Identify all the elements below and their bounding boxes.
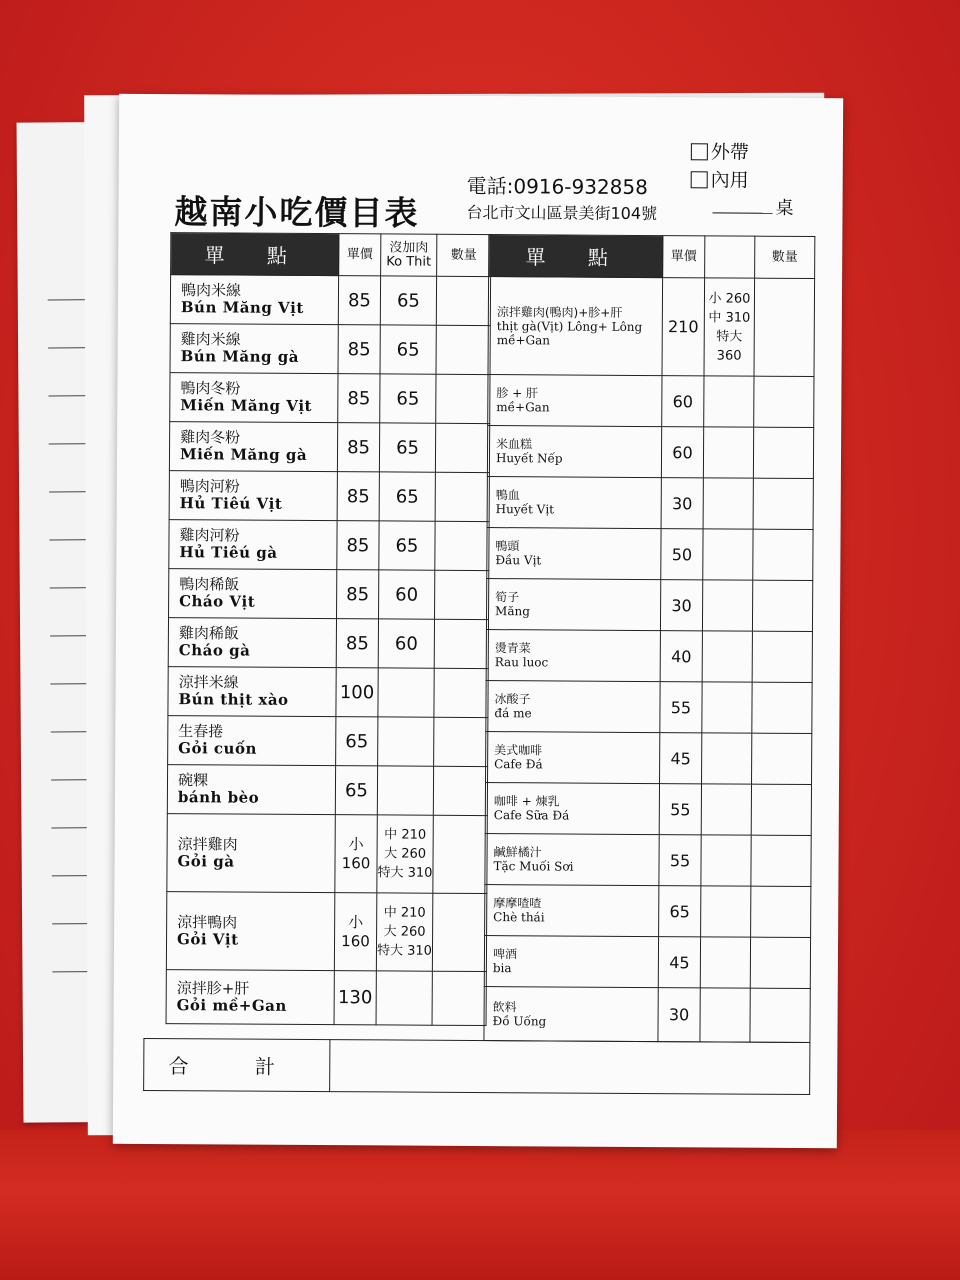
item-name-cell <box>167 814 335 893</box>
menu-sheet <box>113 94 843 1148</box>
quantity-cell[interactable] <box>434 717 488 766</box>
takeout-checkbox[interactable] <box>691 137 749 164</box>
total-amount-field[interactable] <box>330 1040 810 1095</box>
item-name-cell <box>486 681 660 733</box>
price-cell: 小 160 <box>334 893 376 971</box>
quantity-cell[interactable] <box>750 937 810 988</box>
left-menu-table <box>166 232 492 1026</box>
table-row <box>487 477 813 530</box>
table-row <box>170 373 490 424</box>
price-cell: 40 <box>660 631 702 682</box>
quantity-cell[interactable] <box>432 893 486 971</box>
quantity-cell[interactable] <box>436 374 490 423</box>
price-cell: 130 <box>334 971 376 1025</box>
item-name-zh: 美式咖啡 <box>494 743 543 758</box>
table-number-line <box>712 212 772 213</box>
item-name-cell <box>486 732 660 784</box>
size-price-cell <box>702 631 752 682</box>
table-row <box>166 892 486 972</box>
item-name-zh: 碗粿 <box>177 771 209 790</box>
nomeat-price-cell: 中 210 大 260 特大 310 <box>377 815 433 893</box>
price-cell: 65 <box>659 886 701 937</box>
size-price-cell: 小 260 中 310 特大360 <box>704 278 755 376</box>
item-name-zh: 鴨血 <box>495 488 520 503</box>
price-cell: 45 <box>660 733 702 784</box>
dine-in-label: 內用 <box>710 169 749 192</box>
table-number-label: 桌 <box>775 197 794 219</box>
item-name-cell <box>485 885 659 937</box>
table-row <box>486 630 812 683</box>
item-name-cell <box>169 569 337 619</box>
nomeat-price-cell: 65 <box>379 423 435 472</box>
col-price-header: 單價 <box>339 234 381 276</box>
size-price-cell <box>701 886 751 937</box>
item-name-vi: thịt gà(Vịt) Lông+ Lông mề+Gan <box>496 318 643 347</box>
item-name-zh: 摩摩喳喳 <box>493 896 542 911</box>
price-cell: 85 <box>338 374 380 423</box>
item-name-vi: Miến Măng gà <box>179 445 308 464</box>
item-name-vi: Cafe Đá <box>494 757 543 772</box>
quantity-cell[interactable] <box>436 276 490 325</box>
item-name-vi: bánh bèo <box>177 788 260 807</box>
item-name-vi: Cháo Vịt <box>179 592 256 611</box>
total-table <box>143 1038 810 1095</box>
nomeat-price-cell <box>376 971 432 1025</box>
item-name-cell <box>170 324 338 374</box>
item-name-zh: 飲料 <box>492 999 517 1014</box>
item-name-cell <box>486 630 660 682</box>
item-name-cell <box>169 422 337 472</box>
item-name-zh: 鴨肉稀飯 <box>179 575 240 594</box>
left-header-row <box>171 233 491 277</box>
table-row <box>170 324 490 375</box>
checkbox-icon <box>691 171 708 188</box>
item-name-vi: Đồ Uống <box>492 1013 547 1028</box>
menu-title: 越南小吃價目表 <box>174 192 420 233</box>
price-cell: 85 <box>337 570 379 619</box>
item-name-cell <box>487 426 661 478</box>
quantity-cell[interactable] <box>433 766 487 815</box>
quantity-cell[interactable] <box>752 580 812 631</box>
col-item-header: 單 點 <box>489 235 663 278</box>
price-cell: 小 160 <box>335 815 377 893</box>
right-menu-table <box>483 234 815 1043</box>
size-price-cell <box>702 580 752 631</box>
table-row <box>487 528 813 581</box>
table-row <box>167 814 487 894</box>
price-cell: 85 <box>338 325 380 374</box>
item-name-cell <box>485 783 659 835</box>
price-cell: 55 <box>659 835 701 886</box>
price-cell: 60 <box>662 376 704 427</box>
item-name-zh: 雞肉冬粉 <box>180 428 241 447</box>
table-row <box>487 426 813 479</box>
table-row <box>169 520 489 571</box>
item-name-cell <box>486 579 660 631</box>
item-name-cell <box>167 765 335 815</box>
quantity-cell[interactable] <box>751 835 811 886</box>
table-row <box>169 422 489 473</box>
item-name-zh: 米血糕 <box>496 437 533 452</box>
price-cell: 100 <box>336 668 378 717</box>
tray-edge <box>0 1130 960 1280</box>
item-name-cell <box>168 716 336 766</box>
address: 台北市文山區景美街104號 <box>466 202 658 224</box>
item-name-zh: 冰酸子 <box>494 692 531 707</box>
item-name-zh: 雞肉米線 <box>180 330 241 349</box>
item-name-cell <box>168 667 336 717</box>
item-name-zh: 鹹鮮橘汁 <box>493 845 542 860</box>
checkbox-icon <box>691 143 708 160</box>
item-name-cell <box>166 892 334 971</box>
quantity-cell[interactable] <box>435 521 489 570</box>
item-name-cell <box>170 373 338 423</box>
item-name-vi: Hủ Tiêú gà <box>179 543 278 562</box>
table-row <box>488 277 815 377</box>
item-name-vi: Măng <box>495 604 530 619</box>
quantity-cell[interactable] <box>753 427 813 478</box>
item-name-cell <box>166 970 334 1025</box>
total-row <box>144 1038 810 1094</box>
item-name-cell <box>484 987 658 1042</box>
item-name-vi: Miến Măng Vịt <box>180 396 313 415</box>
price-cell: 50 <box>661 529 703 580</box>
size-price-cell <box>702 733 752 784</box>
size-price-cell <box>702 682 752 733</box>
table-row <box>168 667 488 718</box>
item-name-vi: Huyết Nếp <box>495 451 563 466</box>
item-name-cell <box>487 528 661 580</box>
price-cell: 65 <box>335 766 377 815</box>
col-price-header: 單價 <box>663 236 705 278</box>
item-name-cell <box>487 477 661 529</box>
quantity-cell[interactable] <box>750 988 810 1042</box>
item-name-zh: 涼拌鴨肉 <box>177 912 238 932</box>
item-name-vi: Bún Măng gà <box>180 347 300 366</box>
table-row <box>484 936 810 989</box>
item-name-cell <box>168 618 336 668</box>
item-name-vi: Gỏi cuốn <box>178 739 257 758</box>
phone-number: 電話:0916-932858 <box>466 173 648 200</box>
table-row <box>168 716 488 767</box>
item-name-cell <box>488 277 663 376</box>
quantity-cell[interactable] <box>753 529 813 580</box>
item-name-vi: bia <box>492 961 512 976</box>
quantity-cell[interactable] <box>436 325 490 374</box>
size-price-cell <box>701 835 751 886</box>
col-nomeat-header: 沒加肉 Ko Thit <box>381 234 437 276</box>
table-row <box>486 681 812 734</box>
item-name-zh: 涼拌雞肉 <box>177 834 238 854</box>
size-price-cell <box>704 376 754 427</box>
item-name-vi: Bún Măng Vịt <box>180 298 304 317</box>
quantity-cell[interactable] <box>434 668 488 717</box>
table-number-field[interactable] <box>712 193 793 219</box>
quantity-cell[interactable] <box>754 278 815 376</box>
item-name-cell <box>484 936 658 988</box>
total-label: 合 計 <box>144 1038 330 1091</box>
quantity-cell[interactable] <box>435 423 489 472</box>
item-name-vi: Cafe Sữa Đá <box>493 808 570 823</box>
table-row <box>167 765 487 816</box>
takeout-label: 外帶 <box>710 141 749 164</box>
item-name-zh: 雞肉河粉 <box>179 526 240 545</box>
table-row <box>169 471 489 522</box>
item-name-cell <box>488 375 662 427</box>
quantity-cell[interactable] <box>751 886 811 937</box>
table-row <box>168 618 488 669</box>
size-price-cell <box>703 478 753 529</box>
item-name-vi: Hủ Tiêú Vịt <box>179 494 283 513</box>
col-qty-header: 數量 <box>437 234 491 276</box>
nomeat-price-cell: 60 <box>378 619 434 668</box>
item-name-zh: 燙青菜 <box>494 641 531 656</box>
col-item-header: 單 點 <box>171 233 339 276</box>
table-row <box>486 732 812 785</box>
nomeat-price-cell: 60 <box>379 570 435 619</box>
item-name-cell <box>169 520 337 570</box>
quantity-cell[interactable] <box>435 570 489 619</box>
item-name-vi: Chè thái <box>493 910 545 925</box>
item-name-zh: 筍子 <box>495 590 520 605</box>
item-name-vi: Rau luoc <box>494 655 549 670</box>
price-cell: 85 <box>337 423 379 472</box>
item-name-zh: 生春捲 <box>178 722 224 741</box>
price-cell: 65 <box>336 717 378 766</box>
nomeat-price-cell <box>377 766 433 815</box>
price-cell: 30 <box>660 580 702 631</box>
table-row <box>485 783 811 836</box>
price-cell: 55 <box>660 682 702 733</box>
item-name-cell <box>170 275 338 325</box>
item-name-zh: 涼拌雞肉(鴨肉)+胗+肝 <box>496 304 623 320</box>
item-name-vi: Gỏi mề+Gan <box>176 995 287 1015</box>
quantity-cell[interactable] <box>751 784 811 835</box>
item-name-zh: 鴨肉冬粉 <box>180 379 241 398</box>
item-name-vi: Huyết Vịt <box>495 502 555 517</box>
nomeat-price-cell: 65 <box>380 325 436 374</box>
col-qty-header: 數量 <box>755 236 815 278</box>
item-name-vi: đá me <box>494 706 532 721</box>
price-cell: 210 <box>662 278 705 376</box>
price-cell: 30 <box>658 988 700 1042</box>
item-name-zh: 鴨肉河粉 <box>179 477 240 496</box>
nomeat-price-cell: 65 <box>379 521 435 570</box>
quantity-cell[interactable] <box>752 682 812 733</box>
item-name-vi: Gỏi gà <box>177 851 235 871</box>
size-price-cell <box>701 784 751 835</box>
item-name-cell <box>485 834 659 886</box>
price-cell: 85 <box>337 472 379 521</box>
nomeat-price-cell: 65 <box>379 472 435 521</box>
col-size-header <box>705 236 755 278</box>
item-name-vi: Cháo gà <box>178 641 251 660</box>
nomeat-price-cell: 65 <box>380 374 436 423</box>
quantity-cell[interactable] <box>432 971 486 1025</box>
size-price-cell <box>703 427 753 478</box>
price-cell: 55 <box>659 784 701 835</box>
item-name-zh: 雞肉稀飯 <box>178 624 239 643</box>
quantity-cell[interactable] <box>752 733 812 784</box>
table-row <box>488 375 814 428</box>
nomeat-price-cell: 65 <box>380 276 436 325</box>
quantity-cell[interactable] <box>753 478 813 529</box>
item-name-zh: 涼拌胗+肝 <box>176 978 250 998</box>
item-name-zh: 鴨肉米線 <box>180 281 242 300</box>
item-name-vi: Bún thịt xào <box>178 690 289 709</box>
item-name-zh: 涼拌米線 <box>178 673 239 692</box>
nomeat-price-cell: 中 210 大 260 特大 310 <box>376 893 432 971</box>
price-cell: 30 <box>661 478 703 529</box>
price-cell: 60 <box>661 427 703 478</box>
item-name-zh: 胗 + 肝 <box>496 386 539 401</box>
item-name-vi: Đầu Vịt <box>495 553 542 568</box>
price-cell: 85 <box>338 276 380 325</box>
price-cell: 85 <box>336 619 378 668</box>
item-name-zh: 咖啡 + 煉乳 <box>493 794 560 809</box>
table-row <box>486 579 812 632</box>
size-price-cell <box>700 988 750 1042</box>
price-cell: 85 <box>337 521 379 570</box>
table-row <box>485 885 811 938</box>
nomeat-price-cell <box>378 717 434 766</box>
quantity-cell[interactable] <box>754 376 814 427</box>
table-row <box>485 834 811 887</box>
size-price-cell <box>703 529 753 580</box>
dine-in-checkbox[interactable] <box>691 165 749 192</box>
item-name-vi: mề+Gan <box>496 400 550 415</box>
item-name-zh: 啤酒 <box>492 947 518 962</box>
table-row <box>166 970 486 1026</box>
item-name-vi: Gỏi Vịt <box>176 929 239 949</box>
right-header-row <box>489 235 815 279</box>
table-row <box>169 569 489 620</box>
quantity-cell[interactable] <box>435 472 489 521</box>
table-row <box>170 275 490 326</box>
item-name-cell <box>169 471 337 521</box>
size-price-cell <box>700 937 750 988</box>
quantity-cell[interactable] <box>434 619 488 668</box>
table-row <box>484 987 810 1043</box>
nomeat-price-cell <box>378 668 434 717</box>
item-name-vi: Tặc Muối Sơi <box>493 859 574 874</box>
item-name-zh: 鴨頭 <box>495 539 520 554</box>
quantity-cell[interactable] <box>752 631 812 682</box>
quantity-cell[interactable] <box>433 815 487 893</box>
price-cell: 45 <box>658 937 700 988</box>
